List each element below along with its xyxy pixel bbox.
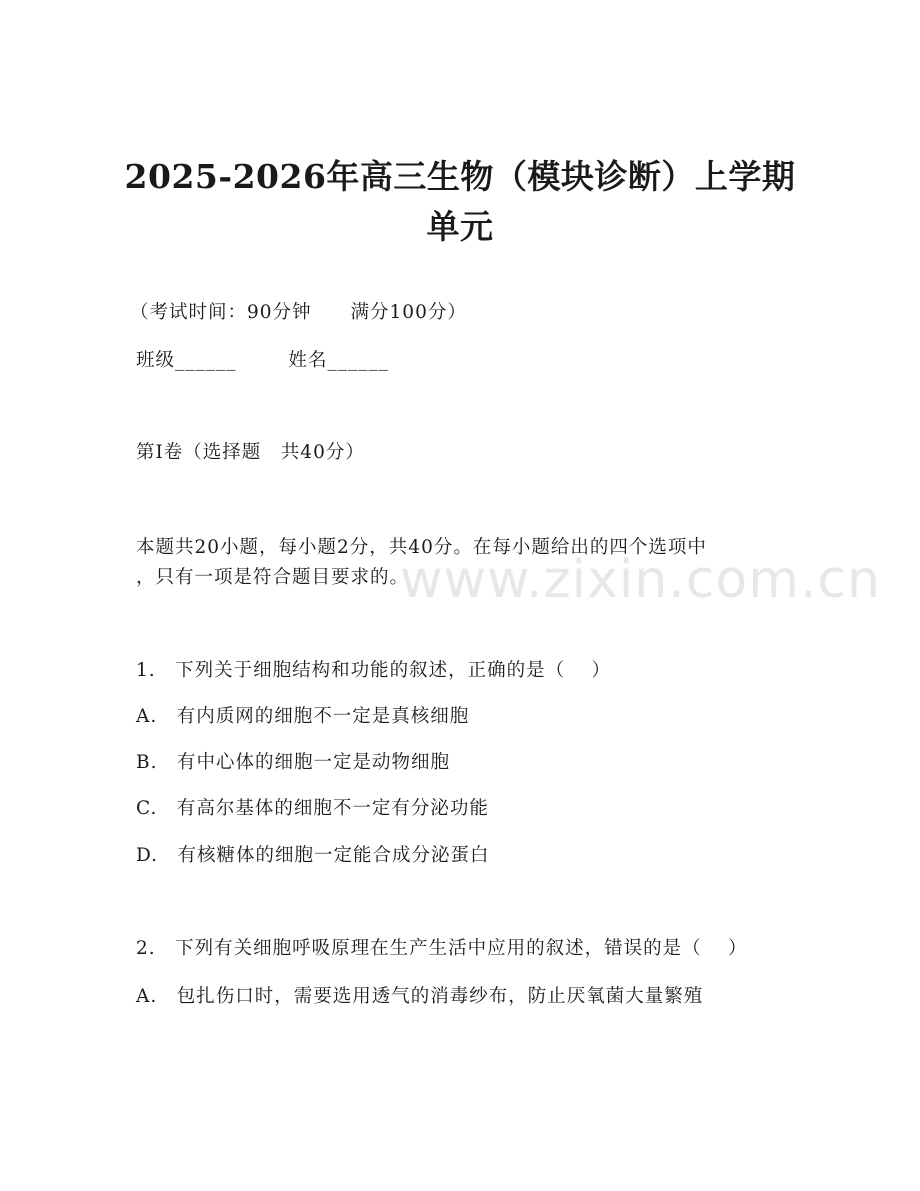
watermark: www.zixin.com.cn xyxy=(400,550,881,610)
class-field: 班级______ xyxy=(136,350,237,371)
name-field: 姓名______ xyxy=(288,350,390,371)
question-1-option-a: A. 有内质网的细胞不一定是真核细胞 xyxy=(136,706,470,727)
instructions-line-1: 本题共20小题，每小题2分，共40分。在每小题给出的四个选项中 xyxy=(136,537,707,558)
question-1-option-b: B. 有中心体的细胞一定是动物细胞 xyxy=(136,752,450,773)
section-heading: 第I卷（选择题 共40分） xyxy=(136,442,365,463)
student-info xyxy=(136,348,389,374)
instructions-line-2: ，只有一项是符合题目要求的。 xyxy=(136,567,410,588)
question-2-stem: 2. 下列有关细胞呼吸原理在生产生活中应用的叙述，错误的是（ ） xyxy=(136,938,748,959)
question-2-option-a: A. 包扎伤口时，需要选用透气的消毒纱布，防止厌氧菌大量繁殖 xyxy=(136,986,704,1007)
exam-info: （考试时间：90分钟 满分100分） xyxy=(130,302,467,323)
document-title-line-2: 单元 xyxy=(426,207,494,246)
document-title-line-1: 2025-2026年高三生物（模块诊断）上学期 xyxy=(124,157,796,196)
question-1-option-c: C. 有高尔基体的细胞不一定有分泌功能 xyxy=(136,798,489,819)
question-1-stem: 1. 下列关于细胞结构和功能的叙述，正确的是（ ） xyxy=(136,660,612,681)
question-1-option-d: D. 有核糖体的细胞一定能合成分泌蛋白 xyxy=(136,845,490,866)
